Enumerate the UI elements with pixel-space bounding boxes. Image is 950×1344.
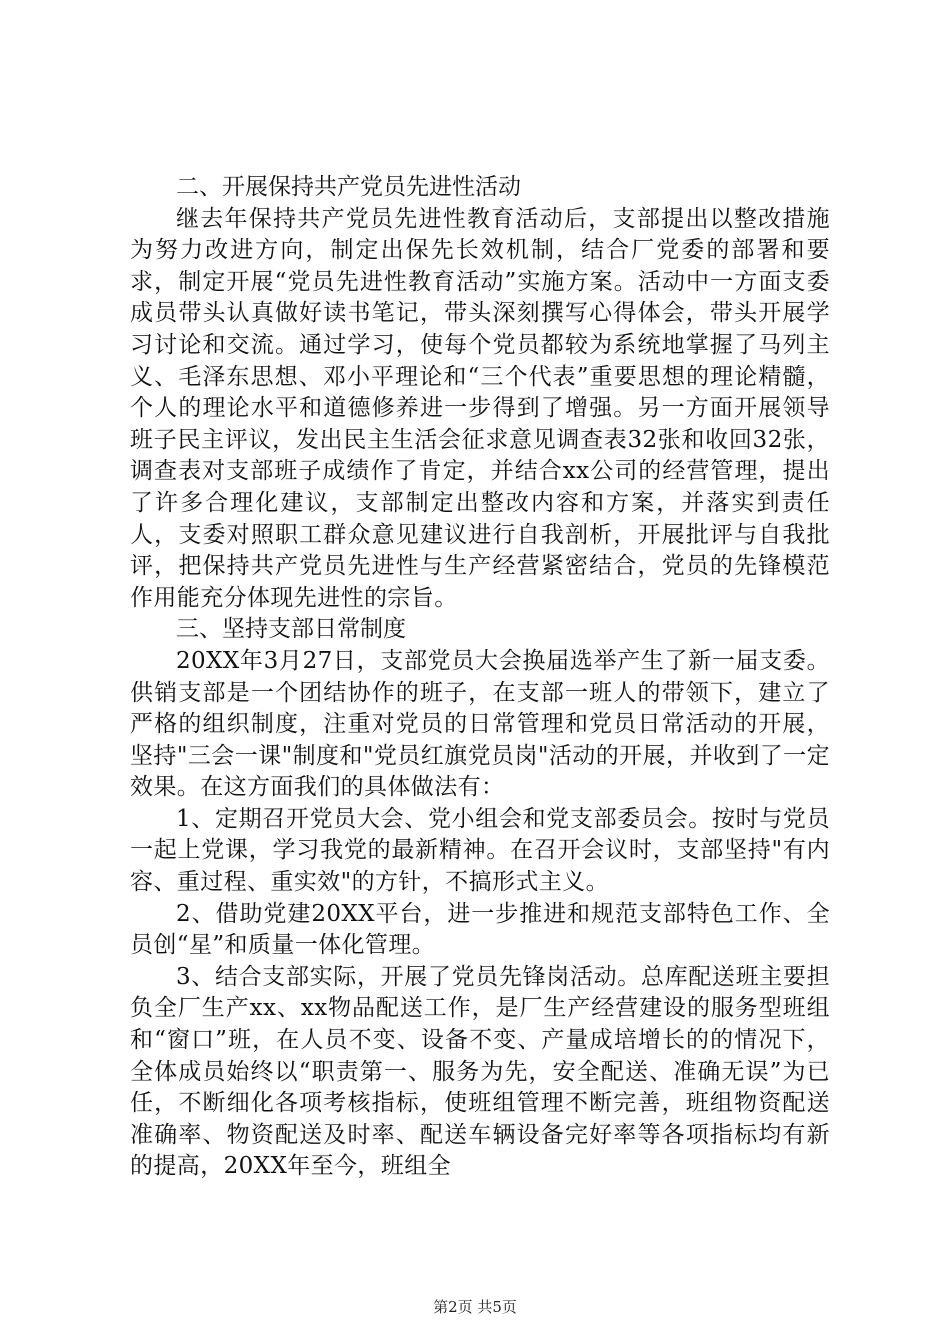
section-heading-three: 三、坚持支部日常制度 (176, 616, 406, 643)
paragraph-advanced-nature-activity: 继去年保持共产党员先进性教育活动后，支部提出以整改措施为努力改进方向，制定出保先长效机制，结合厂党委的部署和要求，制定开展“党员先进性教育活动”实施方案。活动中一方面支委成员带头认真做好读书笔记，带头深刻撰写心得体会，带头开展学习讨论和交流。通过学习，使每个党员都较为系统地掌握了马列主义、毛泽东思想、邓小平理论和“三个代表”重要思想的理论精髓，个人的理论水平和道德修养进一步得到了增强。另一方面开展领导班子民主评议，发出民主生活会征求意见调查表32张和收回32张，调查表对支部班子成绩作了肯定，并结合xx公司的经营管理，提出了许多合理化建议，支部制定出整改内容和方案，并落实到责任人，支委对照职工群众意见建议进行自我剖析，开展批评与自我批评，把保持共产党员先进性与生产经营紧密结合，党员的先锋模范作用能充分体现先进性的宗旨。 (130, 205, 830, 611)
paragraph-item-3: 3、结合支部实际，开展了党员先锋岗活动。总库配送班主要担负全厂生产xx、xx物品配送工作，是厂生产经营建设的服务型班组和“窗口”班，在人员不变、设备不变、产量成培增长的的情况下，全体成员始终以“职责第一、服务为先，安全配送、准确无误”为已任，不断细化各项考核指标，使班组管理不断完善，班组物资配送准确率、物资配送及时率、配送车辆设备完好率等各项指标均有新的提高，20XX年至今，班组全 (130, 963, 830, 1180)
page-footer: 第2页 共5页 (433, 1298, 517, 1316)
paragraph-item-1: 1、定期召开党员大会、党小组会和党支部委员会。按时与党员一起上党课，学习我党的最新精神。在召开会议时，支部坚持"有内容、重过程、重实效"的方针，不搞形式主义。 (130, 805, 830, 896)
section-heading-two: 二、开展保持共产党员先进性活动 (176, 174, 521, 200)
paragraph-item-2: 2、借助党建20XX平台，进一步推进和规范支部特色工作、全员创“星”和质量一体化管理。 (130, 900, 830, 959)
paragraph-branch-election: 20XX年3月27日，支部党员大会换届选举产生了新一届支委。供销支部是一个团结协作的班子，在支部一班人的带领下，建立了严格的组织制度，注重对党员的日常管理和党员日常活动的开展，坚持"三会一课"制度和"党员红旗党员岗"活动的开展，并收到了一定效果。在这方面我们的具体做法有： (130, 647, 830, 801)
document-body (130, 172, 830, 1183)
